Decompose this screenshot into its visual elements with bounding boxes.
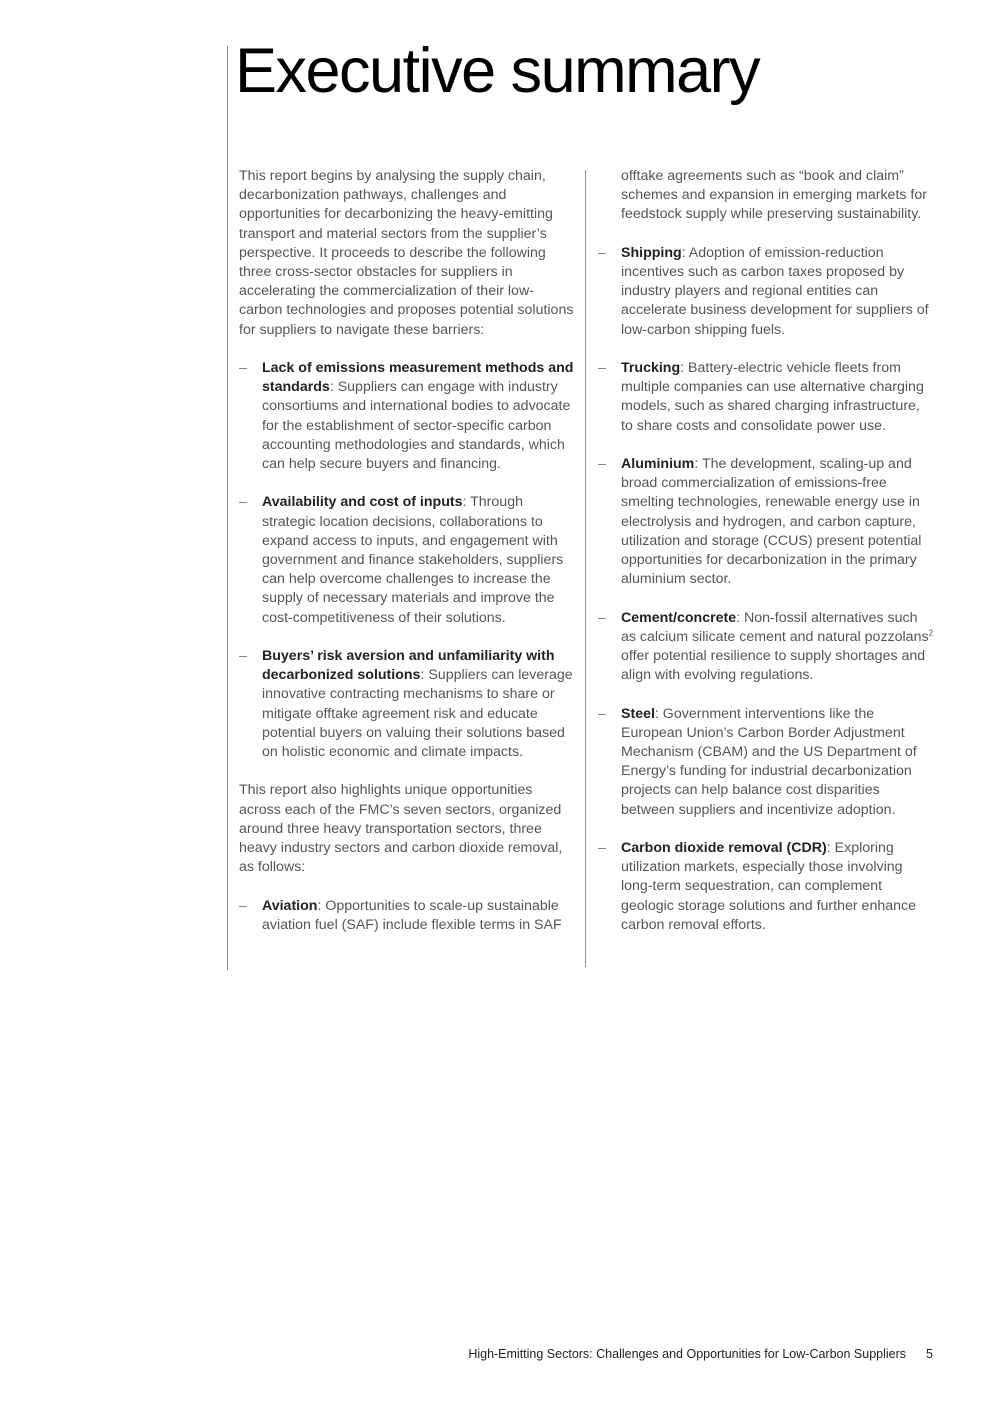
bullet-dash: – (239, 494, 247, 511)
page-number: 5 (926, 1347, 933, 1361)
sector-item-cement (598, 609, 934, 686)
running-title: High-Emitting Sectors: Challenges and Opportunities for Low-Carbon Suppliers (468, 1347, 907, 1361)
obstacle-text: : Through strategic location decisions, collaborations to expand access to inputs, and engagement with government and finance stakeholders, suppliers can help overcome challenges to increase the supply of necessary materials and improve the cost-competitiveness of their solutions. (262, 494, 564, 626)
sector-text: : Government interventions like the European Union’s Carbon Border Adjustment Mechanism (CBAM) and the US Department of Energy’s funding for industrial decarbonization projects can help balance cost disparities between suppliers and incentivize adoption. (621, 705, 917, 818)
highlight-paragraph: This report also highlights unique opportunities across each of the FMC’s seven sectors, organized around three heavy transportation sectors, three heavy industry sectors and carbon dioxide removal, as follows: (239, 782, 563, 876)
bullet-dash: – (598, 456, 606, 472)
sector-term: Carbon dioxide removal (CDR) (621, 840, 827, 857)
bullet-dash: – (598, 840, 606, 857)
bullet-dash: – (239, 360, 247, 377)
sector-text: : The development, scaling-up and broad commercialization of emissions-free smelting technologies, renewable energy use in electrolysis and hydrogen, and carbon capture, utilization and storage (CCUS) present potential opportunities for decarbonization in the primary aluminium sector. (621, 456, 922, 588)
sector-item-cdr (598, 839, 934, 935)
obstacle-item (239, 647, 577, 762)
sector-text-continued: offer potential resilience to supply shortages and align with evolving regulations. (621, 648, 926, 684)
sector-item-shipping (598, 244, 934, 340)
sector-term: Shipping (621, 244, 682, 261)
sector-text: : Adoption of emission-reduction incentives such as carbon taxes proposed by industry players and regional entities can accelerate business development for suppliers of low-carbon shipping fuels. (621, 244, 929, 338)
intro-paragraph: This report begins by analysing the supply chain, decarbonization pathways, challenges and opportunities for decarbonizing the heavy-emitting transport and material sectors from the supplier’s perspective. It proceeds to describe the following three cross-sector obstacles for suppliers in accelerating the commercialization of their low-carbon technologies and proposes potential solutions for suppliers to navigate these barriers: (239, 168, 574, 338)
sector-item-trucking (598, 359, 934, 436)
bullet-dash: – (598, 360, 606, 376)
bullet-dash: – (598, 705, 606, 722)
sector-item-aviation (239, 897, 577, 935)
sector-item-steel (598, 705, 934, 820)
sector-term: Aviation (262, 897, 318, 914)
page-footer (0, 1347, 933, 1361)
obstacle-term: Availability and cost of inputs (262, 494, 463, 511)
obstacle-text: : Suppliers can leverage innovative contracting mechanisms to share or mitigate offtake agreement risk and educate potential buyers on valuing their solutions based on holistic economic and climate impacts. (262, 667, 573, 761)
title-vertical-rule (227, 46, 228, 970)
bullet-dash: – (598, 244, 606, 261)
column-divider (585, 170, 586, 967)
right-column (598, 167, 934, 954)
sector-text: : Opportunities to scale-up sustainable aviation fuel (SAF) include flexible terms in SAF (262, 897, 562, 933)
sector-term: Steel (621, 705, 655, 722)
bullet-dash: – (239, 897, 247, 914)
obstacle-text: : Suppliers can engage with industry consortiums and international bodies to advocate for the establishment of sector-specific carbon accounting methodologies and standards, which can help secure buyers and financing. (262, 379, 571, 473)
sector-text: : Non-fossil alternatives such as calcium silicate cement and natural pozzolans (621, 609, 929, 645)
bullet-dash: – (239, 648, 247, 665)
obstacle-item (239, 359, 577, 474)
page-title: Executive summary (235, 36, 760, 106)
sector-term: Cement/concrete (621, 609, 737, 626)
obstacle-item (239, 493, 577, 627)
sector-term: Aluminium (621, 456, 695, 472)
sector-term: Trucking (621, 360, 681, 376)
aviation-continued: offtake agreements such as “book and claim” schemes and expansion in emerging markets for feedstock supply while preserving sustainability. (621, 168, 927, 223)
sector-text: : Battery-electric vehicle fleets from multiple companies can use alternative charging models, such as shared charging infrastructure, to share costs and consolidate power use. (621, 360, 924, 434)
footnote-marker: 2 (928, 628, 934, 638)
bullet-dash: – (598, 609, 606, 626)
obstacle-term: Buyers’ risk aversion and unfamiliarity with decarbonized solutions (262, 648, 555, 684)
sector-item-aluminium (598, 455, 934, 589)
sector-text: : Exploring utilization markets, especially those involving long-term sequestration, can complement geologic storage solutions and further enhance carbon removal efforts. (621, 840, 916, 933)
obstacle-term: Lack of emissions measurement methods and standards (262, 360, 574, 396)
left-column (239, 167, 577, 954)
